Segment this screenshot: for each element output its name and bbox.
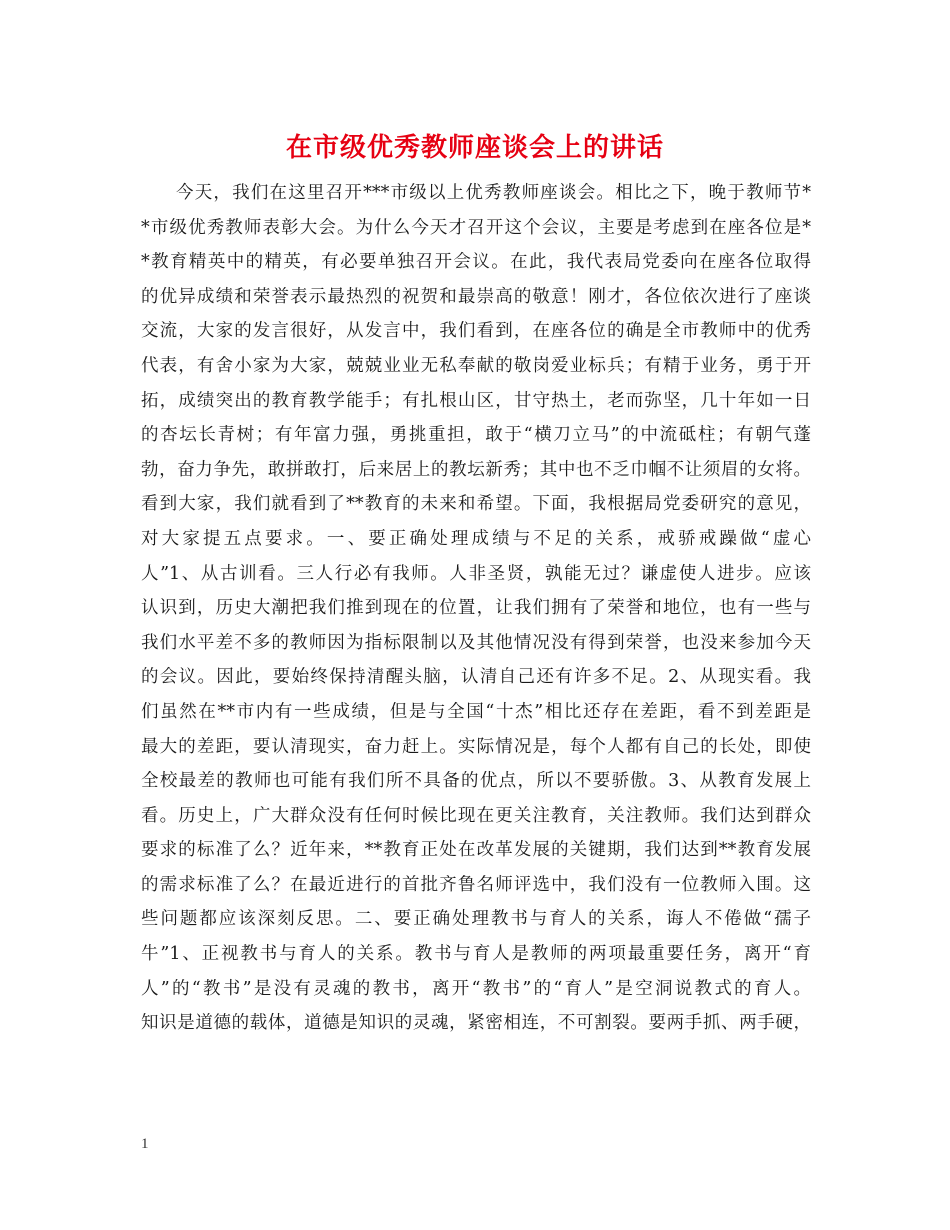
paragraph-line: 今天，我们在这里召开***市级以上优秀教师座谈会。相比之下，晚于教师节*: [176, 183, 811, 203]
paragraph-line: 的杏坛长青树；有年富力强，勇挑重担，敢于“横刀立马”的中流砥柱；有朝气蓬: [141, 425, 811, 446]
paragraph-line: 人”1、从古训看。三人行必有我师。人非圣贤，孰能无过？谦虚使人进步。应该: [141, 563, 811, 584]
paragraph-line: 最大的差距，要认清现实，奋力赶上。实际情况是，每个人都有自己的长处，即使: [141, 736, 811, 757]
paragraph-line: 的需求标准了么？在最近进行的首批齐鲁名师评选中，我们没有一位教师入围。这: [141, 874, 811, 895]
paragraph-line: *教育精英中的精英，有必要单独召开会议。在此，我代表局党委向在座各位取得: [141, 252, 811, 273]
document-body: [141, 176, 811, 1041]
paragraph-line: 我们水平差不多的教师因为指标限制以及其他情况没有得到荣誉，也没来参加今天: [141, 632, 811, 653]
paragraph-line: 要求的标准了么？近年来，**教育正处在改革发展的关键期，我们达到**教育发展: [141, 840, 811, 861]
paragraph-line: 代表，有舍小家为大家，兢兢业业无私奉献的敬岗爱业标兵；有精于业务，勇于开: [141, 355, 811, 376]
paragraph-line: 拓，成绩突出的教育教学能手；有扎根山区，甘守热土，老而弥坚，几十年如一日: [141, 390, 811, 411]
paragraph-line: 看。历史上，广大群众没有任何时候比现在更关注教育，关注教师。我们达到群众: [141, 805, 811, 826]
paragraph-line: 们虽然在**市内有一些成绩，但是与全国“十杰”相比还存在差距，看不到差距是: [141, 701, 811, 722]
paragraph-line: 人”的“教书”是没有灵魂的教书，离开“教书”的“育人”是空洞说教式的育人。: [141, 978, 811, 999]
paragraph-line: 些问题都应该深刻反思。二、要正确处理教书与育人的关系，诲人不倦做“孺子: [141, 909, 811, 930]
paragraph-line: 对大家提五点要求。一、要正确处理成绩与不足的关系，戒骄戒躁做“虚心: [141, 528, 811, 549]
paragraph-line: 看到大家，我们就看到了**教育的未来和希望。下面，我根据局党委研究的意见，: [141, 494, 811, 515]
paragraph-line: 认识到，历史大潮把我们推到现在的位置，让我们拥有了荣誉和地位，也有一些与: [141, 598, 811, 619]
paragraph-line: 的会议。因此，要始终保持清醒头脑，认清自己还有许多不足。2、从现实看。我: [141, 667, 811, 688]
document-title: 在市级优秀教师座谈会上的讲话: [285, 133, 664, 163]
paragraph-line: 牛”1、正视教书与育人的关系。教书与育人是教师的两项最重要任务，离开“育: [141, 944, 811, 965]
paragraph-line: 勃，奋力争先，敢拼敢打，后来居上的教坛新秀；其中也不乏巾帼不让须眉的女将。: [141, 459, 811, 480]
paragraph-line: 的优异成绩和荣誉表示最热烈的祝贺和最崇高的敬意！刚才，各位依次进行了座谈: [141, 286, 811, 307]
paragraph-line: *市级优秀教师表彰大会。为什么今天才召开这个会议，主要是考虑到在座各位是*: [141, 217, 811, 238]
page-number: 1: [141, 1136, 149, 1152]
paragraph-line: 全校最差的教师也可能有我们所不具备的优点，所以不要骄傲。3、从教育发展上: [141, 771, 811, 792]
paragraph-line: 交流，大家的发言很好，从发言中，我们看到，在座各位的确是全市教师中的优秀: [141, 321, 811, 342]
paragraph-line: 知识是道德的载体，道德是知识的灵魂，紧密相连，不可割裂。要两手抓、两手硬，: [141, 1013, 811, 1034]
